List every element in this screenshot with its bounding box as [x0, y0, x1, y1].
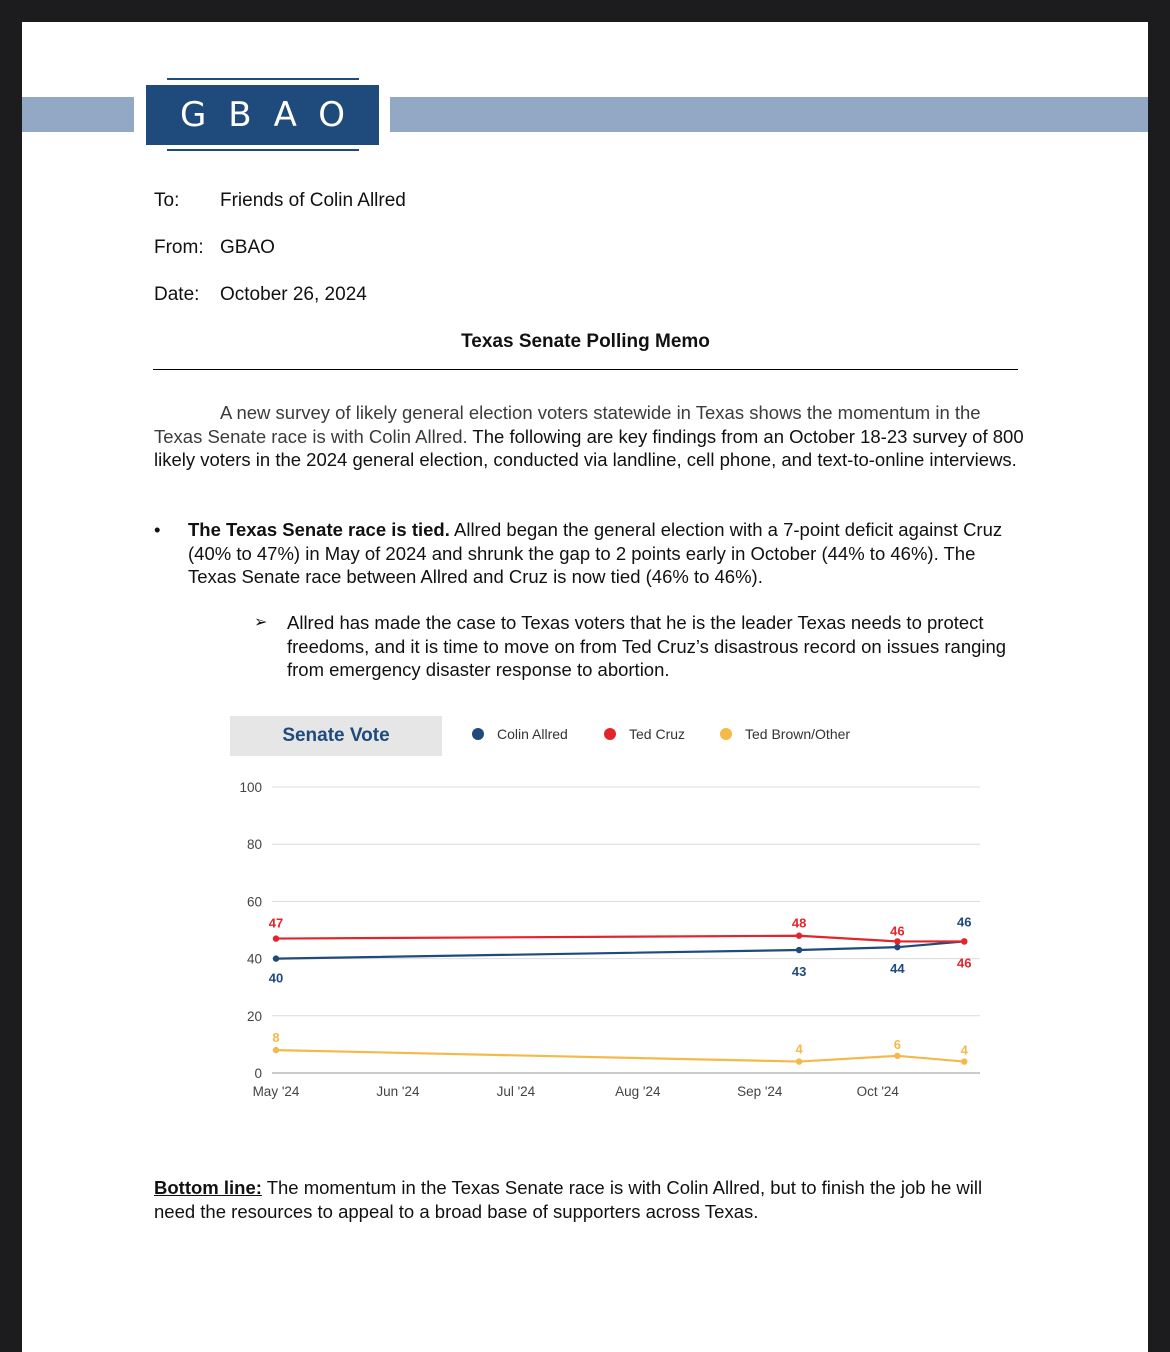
data-label: 46	[957, 955, 972, 971]
from-value: GBAO	[220, 237, 275, 258]
series-line	[276, 941, 964, 958]
bullet-symbol: •	[154, 519, 161, 540]
data-point	[961, 1058, 967, 1064]
arrow-icon: ➢	[254, 614, 268, 631]
data-point	[894, 938, 900, 944]
y-tick-label: 20	[246, 1008, 262, 1024]
sub-bullet-text: Allred has made the case to Texas voters that he is the leader Texas needs to protect freedoms, and it is time to move on from Ted Cruz’s disastrous record on issues ranging from emergency disaster response to abortion.	[287, 612, 1007, 680]
legend-label: Ted Brown/Other	[745, 726, 851, 742]
data-label: 44	[890, 961, 905, 977]
x-tick-label: May '24	[252, 1084, 300, 1099]
bottom-line-text: The momentum in the Texas Senate race is with Colin Allred,	[261, 1177, 766, 1198]
y-tick-label: 60	[246, 894, 262, 910]
date-label: Date:	[154, 284, 200, 305]
x-tick-label: Sep '24	[737, 1084, 783, 1099]
x-tick-label: Jul '24	[496, 1084, 536, 1099]
memo-title: Texas Senate Polling Memo	[461, 331, 710, 352]
y-tick-label: 40	[246, 951, 262, 967]
data-label: 46	[957, 914, 972, 930]
logo-text: GBAO	[179, 95, 368, 135]
intro-part1: A new survey of likely general election voters statewide in Texas shows the momentum in the Texas Senate race is with Colin Allred.	[154, 402, 981, 447]
data-label: 46	[890, 923, 905, 939]
data-point	[796, 1058, 802, 1064]
bottom-line-text2: but to finish the job he will need the resources to appeal to a broad base of supporters across Texas.	[154, 1177, 983, 1222]
bullet-text: Allred began the general election with a 7-point deficit against Cruz (40% to 47%) in May of 2024 and shrunk the gap to 2 points early in October (44% to 46%). The Texas Senate race between Allred and Cruz is now tied (46% to 46%).	[188, 519, 1003, 587]
data-point	[273, 1047, 279, 1053]
data-label: 4	[795, 1041, 803, 1057]
series-line	[276, 936, 964, 942]
y-tick-label: 100	[239, 780, 262, 795]
bottom-line	[154, 1176, 1024, 1223]
x-tick-label: Oct '24	[856, 1084, 899, 1099]
chart-title: Senate Vote	[230, 716, 442, 756]
data-label: 6	[893, 1036, 902, 1052]
data-point	[894, 944, 900, 950]
series-line	[276, 1050, 964, 1061]
date-value: October 26, 2024	[220, 284, 367, 305]
y-tick-label: 80	[246, 837, 262, 853]
from-label: From:	[154, 237, 204, 258]
data-label: 4	[960, 1042, 968, 1058]
senate-vote-chart	[22, 22, 1148, 1142]
data-point	[961, 938, 967, 944]
to-label: To:	[154, 190, 180, 211]
data-point	[894, 1053, 900, 1059]
data-label: 48	[791, 915, 807, 931]
intro-part2: The following are key findings from an October 18-23 survey of 800 likely voters in the 2024 general election, conducted via landline, cell phone, and text-to-online interviews.	[154, 425, 1024, 470]
data-point	[273, 935, 279, 941]
data-label: 8	[272, 1030, 280, 1046]
y-tick-label: 0	[254, 1066, 262, 1081]
x-tick-label: Jun '24	[376, 1084, 420, 1099]
x-tick-label: Aug '24	[615, 1084, 661, 1099]
data-label: 43	[791, 964, 807, 980]
data-point	[796, 947, 802, 953]
to-value: Friends of Colin Allred	[220, 190, 406, 211]
data-point	[796, 933, 802, 939]
bottom-line-label: Bottom line:	[154, 1177, 262, 1198]
legend-label: Ted Cruz	[629, 726, 686, 742]
bullet-bold: The Texas Senate race is tied.	[188, 519, 450, 540]
data-label: 40	[268, 970, 284, 986]
data-label: 47	[268, 915, 284, 931]
memo-page	[22, 22, 1148, 1352]
data-point	[273, 955, 279, 961]
legend-label: Colin Allred	[497, 726, 568, 742]
